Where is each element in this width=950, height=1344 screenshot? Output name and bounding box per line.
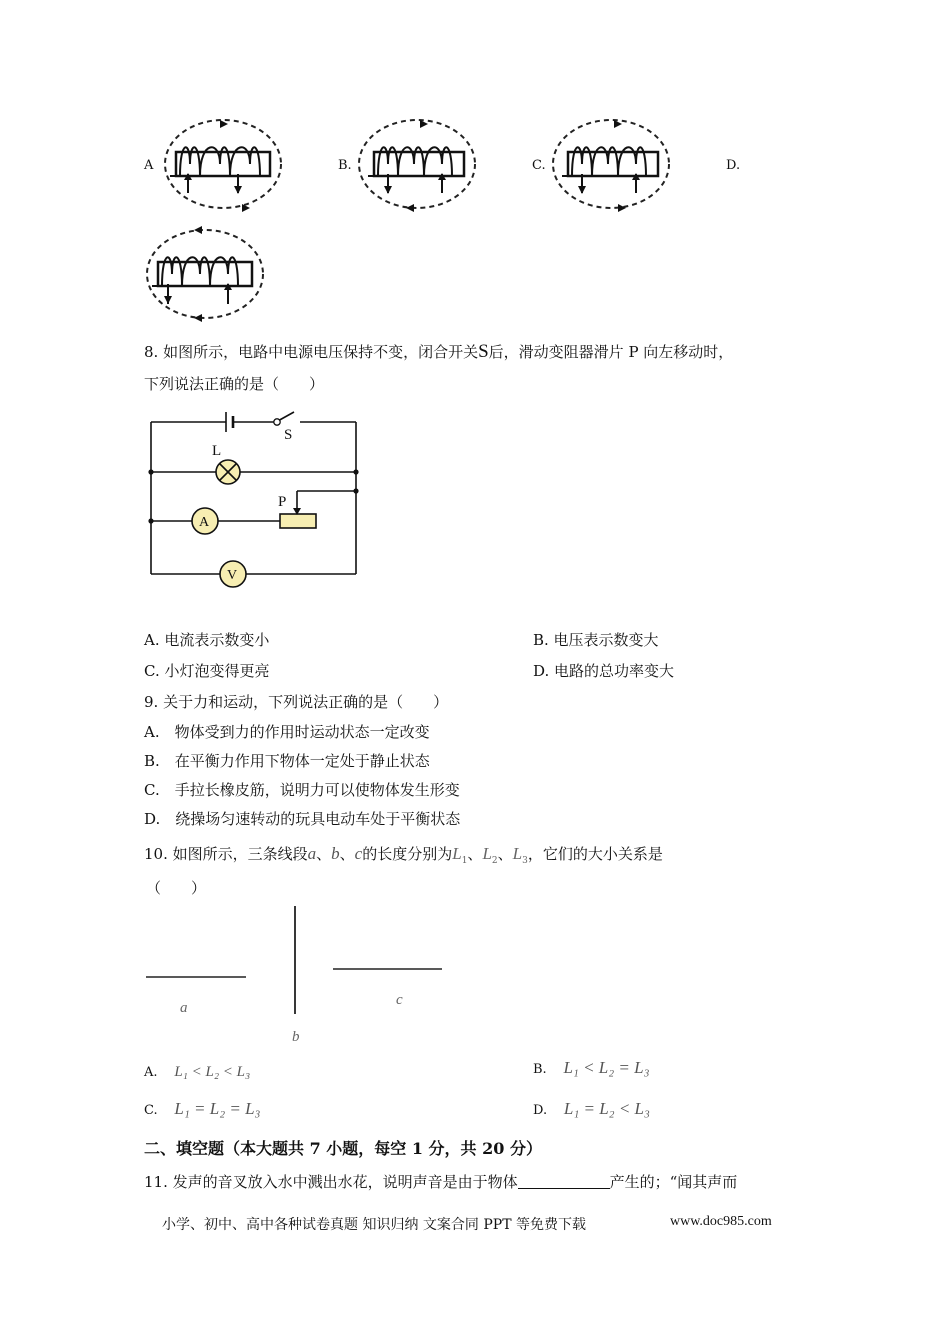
q8-option-b: B. 电压表示数变大 — [533, 631, 659, 649]
q10-option-b — [533, 1058, 650, 1080]
q11-stem-text: 11. 发声的音叉放入水中溅出水花，说明声音是由于物体 — [144, 1173, 518, 1191]
q11-stem-end: 产生的；“闻其声而 — [609, 1173, 738, 1191]
section2-title: 二、填空题（本大题共 7 小题，每空 1 分，共 20 分） — [144, 1139, 542, 1158]
q8-option-a: A. 电流表示数变小 — [144, 631, 270, 649]
q8-circuit-diagram — [140, 402, 370, 582]
q7-option-b-label: B. — [338, 158, 352, 173]
q10-option-c-expr: L₁ = L₂ = L₃ — [174, 1099, 261, 1118]
circuit-voltmeter-label: V — [227, 568, 238, 583]
q8-stem-text-end: 后，滑动变阻器滑片 P 向左移动时， — [488, 343, 734, 361]
q7-option-d-label: D. — [726, 158, 741, 173]
q7-figure-b — [354, 118, 484, 218]
q7-option-a-label: A — [144, 158, 154, 173]
q9-stem: 9. 关于力和运动，下列说法正确的是（ ） — [144, 693, 449, 711]
q10-L3-sub: 3 — [522, 856, 528, 866]
q10-sep-2: 、 — [339, 845, 355, 863]
segment-b-label: b — [292, 1029, 300, 1045]
q8-switch-symbol: S — [478, 341, 489, 362]
q10-option-b-expr: L₁ < L₂ = L₃ — [563, 1058, 650, 1077]
circuit-lamp-label: L — [212, 443, 222, 459]
q10-L1-sub: 1 — [461, 856, 468, 866]
q10-option-a-expr: L₁ < L₂ < L₃ — [174, 1064, 251, 1080]
q10-stem-end: ，它们的大小关系是 — [527, 845, 663, 863]
q9-option-a: A. 物体受到力的作用时运动状态一定改变 — [144, 723, 430, 741]
q10-L3: L — [512, 844, 523, 863]
q7-figure-c — [548, 118, 678, 218]
q10-option-d-expr: L₁ = L₂ < L₃ — [563, 1099, 650, 1118]
q10-L2: L — [482, 844, 492, 863]
q10-var-c: c — [354, 844, 363, 863]
q10-segments-figure — [140, 900, 460, 1050]
q7-option-c-label: C. — [532, 158, 546, 173]
q10-stem-line2: （ ） — [146, 879, 207, 897]
q10-option-b-label: B. — [533, 1062, 547, 1077]
footer-left-text: 小学、初中、高中各种试卷真题 知识归纳 文案合同 PPT 等免费下载 — [162, 1217, 586, 1233]
q9-option-c: C. 手拉长橡皮筋，说明力可以使物体发生形变 — [144, 781, 460, 799]
q10-sep-1: 、 — [316, 845, 332, 863]
segment-a-label: a — [180, 1000, 188, 1016]
q10-var-b: b — [331, 844, 340, 863]
q7-figure-a — [160, 118, 290, 218]
q10-stem-start: 10. 如图所示，三条线段 — [144, 845, 308, 863]
q8-stem-text: 8. 如图所示，电路中电源电压保持不变，闭合开关 — [144, 343, 479, 361]
q10-stem-mid: 的长度分别为 — [362, 845, 453, 863]
q10-option-a-label: A. — [144, 1065, 158, 1080]
q10-L1: L — [452, 844, 462, 863]
q9-option-d: D. 绕操场匀速转动的玩具电动车处于平衡状态 — [144, 810, 461, 828]
q10-var-a: a — [307, 844, 317, 863]
q10-stem-line1: 10. 如图所示，三条线段a、b、c的长度分别为$L_1$、$L_2$、$L_3$，它们的大小关系是 — [144, 844, 663, 866]
q10-option-a — [144, 1061, 250, 1083]
q8-option-d: D. 电路的总功率变大 — [533, 662, 675, 680]
circuit-slider-label: P — [278, 494, 287, 510]
circuit-switch-label: S — [284, 427, 293, 443]
segment-c-label: c — [396, 992, 403, 1008]
q10-option-d — [533, 1099, 650, 1121]
q10-option-d-label: D. — [533, 1103, 548, 1118]
q8-option-c: C. 小灯泡变得更亮 — [144, 662, 270, 680]
circuit-ammeter-label: A — [199, 515, 210, 530]
q11-stem — [144, 1172, 737, 1192]
q10-L2-sub: 2 — [491, 856, 498, 866]
q8-stem-line2: 下列说法正确的是（ ） — [144, 375, 325, 393]
footer-website-link[interactable]: www.doc985.com — [670, 1214, 772, 1229]
q11-answer-blank[interactable] — [518, 1172, 610, 1189]
q10-option-c-label: C. — [144, 1103, 158, 1118]
q10-option-c — [144, 1099, 260, 1121]
q7-figure-d — [142, 226, 272, 326]
q9-option-b: B. 在平衡力作用下物体一定处于静止状态 — [144, 752, 430, 770]
q8-stem-line1 — [144, 342, 733, 362]
